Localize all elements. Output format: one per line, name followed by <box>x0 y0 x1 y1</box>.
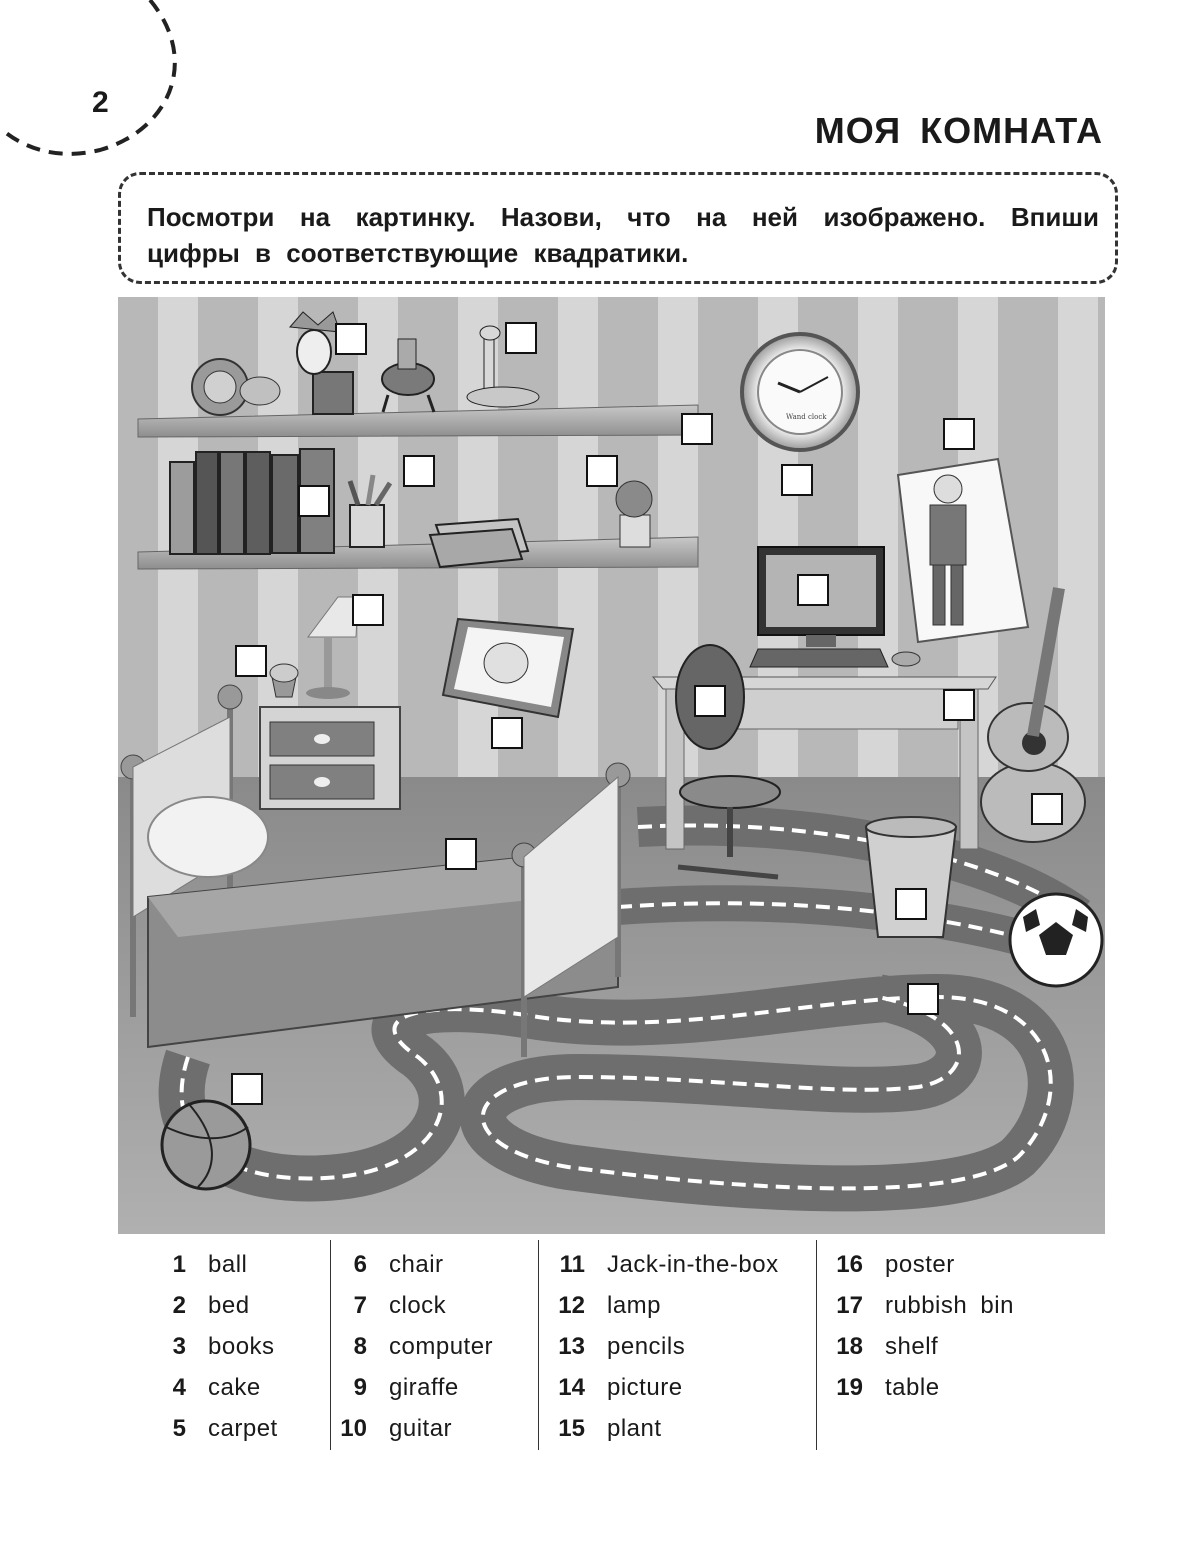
list-item <box>539 1244 816 1285</box>
answer-box-bed[interactable] <box>445 838 477 870</box>
item-word: poster <box>885 1250 955 1278</box>
answer-box-chair[interactable] <box>694 685 726 717</box>
word-list-column-2 <box>330 1240 538 1450</box>
item-word: bed <box>208 1291 250 1319</box>
item-word: plant <box>607 1414 662 1442</box>
answer-box-computer[interactable] <box>797 574 829 606</box>
item-word: table <box>885 1373 940 1401</box>
item-number: 1 <box>172 1250 186 1278</box>
item-number: 3 <box>172 1332 186 1360</box>
page-title: МОЯ КОМНАТА <box>814 110 1103 151</box>
list-item <box>539 1408 816 1449</box>
word-list-column-4 <box>816 1240 1066 1450</box>
item-word: guitar <box>389 1414 453 1442</box>
list-item <box>150 1326 330 1367</box>
item-number: 8 <box>353 1332 367 1360</box>
corner-dashed-arc <box>0 0 200 170</box>
item-word: clock <box>389 1291 447 1319</box>
item-word: computer <box>389 1332 494 1360</box>
item-number: 19 <box>836 1373 863 1401</box>
bedside-table <box>260 707 400 809</box>
item-word: books <box>208 1332 275 1360</box>
list-item <box>817 1244 1066 1285</box>
item-number: 7 <box>353 1291 367 1319</box>
list-item <box>150 1408 330 1449</box>
answer-box-picture[interactable] <box>491 717 523 749</box>
item-number: 12 <box>558 1291 585 1319</box>
item-number: 11 <box>559 1250 585 1278</box>
answer-box-clock[interactable] <box>781 464 813 496</box>
item-number: 16 <box>836 1250 863 1278</box>
list-item <box>331 1367 538 1408</box>
list-item <box>539 1367 816 1408</box>
list-item <box>331 1326 538 1367</box>
answer-box-pencils[interactable] <box>403 455 435 487</box>
list-item <box>150 1244 330 1285</box>
answer-box-poster[interactable] <box>943 418 975 450</box>
answer-box-table[interactable] <box>943 689 975 721</box>
answer-box-shelf[interactable] <box>681 413 713 445</box>
wall-clock <box>742 334 858 450</box>
clock-label: Wand clock <box>786 413 827 421</box>
item-number: 17 <box>836 1291 863 1319</box>
item-number: 13 <box>558 1332 585 1360</box>
soccer-ball <box>1010 894 1102 986</box>
list-item <box>539 1326 816 1367</box>
item-word: Jack-in-the-box <box>607 1250 779 1278</box>
item-word: picture <box>607 1373 683 1401</box>
word-list-column-1 <box>150 1240 330 1450</box>
answer-box-books[interactable] <box>298 485 330 517</box>
list-item <box>817 1367 1066 1408</box>
list-item <box>331 1244 538 1285</box>
list-item <box>539 1285 816 1326</box>
item-word: shelf <box>885 1332 939 1360</box>
answer-box-ball[interactable] <box>231 1073 263 1105</box>
item-number: 4 <box>172 1373 186 1401</box>
word-list <box>150 1240 1070 1450</box>
answer-box-rubbish-bin[interactable] <box>895 888 927 920</box>
item-word: chair <box>389 1250 444 1278</box>
item-number: 5 <box>172 1414 186 1442</box>
answer-box-plant[interactable] <box>586 455 618 487</box>
answer-box-carpet[interactable] <box>907 983 939 1015</box>
basketball <box>162 1101 250 1189</box>
item-number: 2 <box>172 1291 186 1319</box>
answer-box-cake[interactable] <box>235 645 267 677</box>
item-word: giraffe <box>389 1373 459 1401</box>
list-item <box>331 1408 538 1449</box>
item-number: 15 <box>558 1414 585 1442</box>
instruction-box <box>118 172 1118 284</box>
item-word: rubbish bin <box>885 1291 1014 1319</box>
page-number: 2 <box>92 86 109 119</box>
item-number: 14 <box>558 1373 585 1401</box>
instruction-text: Посмотри на картинку. Назови, что на ней изображено. Впиши цифры в соответствующие квадратики. <box>147 202 1099 268</box>
list-item <box>150 1367 330 1408</box>
list-item <box>150 1285 330 1326</box>
item-word: lamp <box>607 1291 662 1319</box>
answer-box-jack-in-the-box[interactable] <box>335 323 367 355</box>
answer-box-lamp[interactable] <box>352 594 384 626</box>
list-item <box>331 1285 538 1326</box>
item-number: 10 <box>340 1414 367 1442</box>
answer-box-guitar[interactable] <box>1031 793 1063 825</box>
list-item <box>817 1326 1066 1367</box>
list-item <box>817 1285 1066 1326</box>
item-word: carpet <box>208 1414 278 1442</box>
item-word: ball <box>208 1250 248 1278</box>
word-list-column-3 <box>538 1240 816 1450</box>
item-number: 6 <box>353 1250 367 1278</box>
answer-box-giraffe[interactable] <box>505 322 537 354</box>
item-word: pencils <box>607 1332 686 1360</box>
item-number: 18 <box>836 1332 863 1360</box>
item-number: 9 <box>353 1373 367 1401</box>
stacked-books <box>430 519 528 567</box>
item-word: cake <box>208 1373 261 1401</box>
